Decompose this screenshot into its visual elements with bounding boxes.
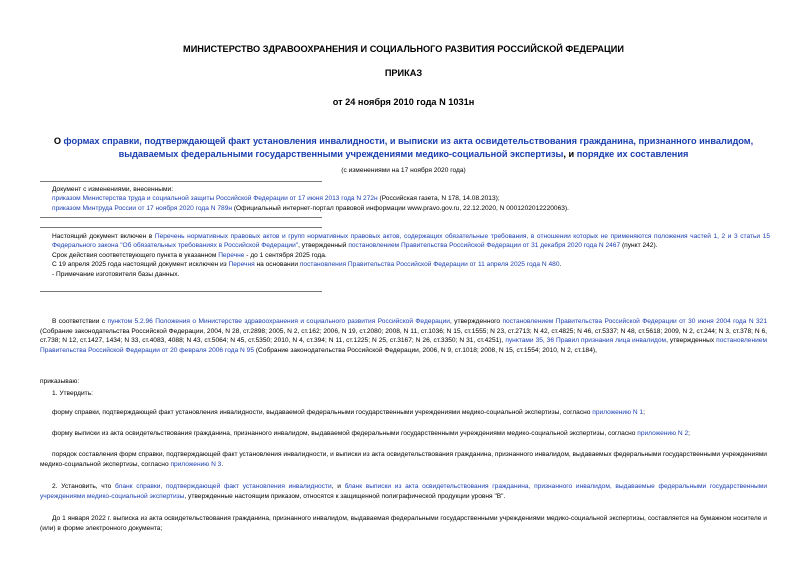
changes-block: [52, 185, 772, 213]
body-text: (Собрание законодательства Российской Федерации, 2006, N 9, ст.1018; 2008, N 15, ст.1554; 2010, N 2, ст.184),: [254, 346, 597, 354]
divider: [40, 217, 322, 218]
title-link-procedure[interactable]: порядке их составления: [576, 149, 689, 159]
resolution-95-link[interactable]: постановлением Правительства Российской Федерации от 20 февраля 2006 года N 95: [40, 337, 767, 354]
body-text: .: [221, 460, 224, 468]
divider: [40, 181, 322, 182]
body-text: , и: [331, 483, 345, 490]
notice-exclusion: [52, 260, 770, 269]
notice-producer-note: - Примечание изготовителя базы данных.: [52, 270, 180, 278]
appendix-3-link[interactable]: приложению N 3: [170, 460, 222, 468]
date-number-heading: от 24 ноября 2010 года N 1031н: [332, 97, 475, 107]
divider: [40, 227, 322, 228]
notice-text: , утвержденный: [298, 242, 349, 250]
body-text: , утвержденного: [449, 318, 503, 325]
title-text: , и: [563, 149, 577, 159]
regulation-link[interactable]: пунктом 5.2.96 Положения о Министерстве здравоохранения и социального развития Российской Федерации: [107, 318, 450, 325]
notice-text: (пункт 242).: [620, 242, 658, 250]
change-source: (Официальный интернет-портал правовой информации www.pravo.gov.ru, 22.12.2020, N 0001202012220063).: [232, 204, 569, 212]
resolution-2467-link[interactable]: постановлением Правительства Российской Федерации от 31 декабря 2020 года N 2467: [348, 242, 621, 250]
paragraph-preamble: [40, 317, 767, 355]
list-link-excluded[interactable]: Перечня: [228, 261, 255, 269]
list-link-short[interactable]: Перечне: [218, 251, 245, 259]
body-text: (Собрание законодательства Российской Федерации, 2004, N 28, ст.2898; 2005, N 2, ст.162; 2006, N 19, ст.2080; 2008, N 11, ст.1036; N 15, ст.1555; N 23, ст.2713; N 42, ст.4825; N 46, ст.5337; N 48, ст.5618; 2009, N 2, ст.244; N 3, ст.378; N 6, ст.738; N 12, ст.1427, 1434; N 33, ст.4083, 4088; N 43, ст.5064; N 45, ст.5350; 2010, N 4, ст.394; N 11, ст.1225; N 25, ст.3167; N 26, ст.3350; N 31, ст.4251),: [40, 327, 767, 345]
changes-intro: Документ с изменениями, внесенными:: [52, 186, 174, 193]
doc-type-heading: ПРИКАЗ: [384, 68, 423, 78]
list-link[interactable]: Перечень нормативных правовых актов и групп нормативных правовых актов, содержащих обязательные требования, в отношении которых не применяются положения частей 1, 2 и 3 статьи 15 Федерального закона "Об обязательных требованиях в Российской Федерации": [52, 233, 770, 250]
list-item-form-extract: [52, 429, 767, 439]
rules-link[interactable]: пунктами 35, 36 Правил признания лица инвалидом: [505, 337, 667, 345]
body-text: форму выписки из акта освидетельствования гражданина, признанного инвалидом, выдаваемой федеральными государственными учреждениями медико-социальной экспертизы, согласно: [52, 430, 638, 437]
body-text: ;: [643, 409, 646, 416]
order-word: приказываю:: [40, 378, 80, 385]
resolution-480-link[interactable]: постановления Правительства Российской Федерации от 11 апреля 2025 года N 480: [299, 261, 560, 269]
certificate-blank-link[interactable]: бланк справки, подтверждающей факт установления инвалидности: [115, 483, 332, 490]
change-link-272n[interactable]: приказом Министерства труда и социальной защиты Российской Федерации от 17 июня 2013 года N 272н: [52, 195, 378, 203]
notice-text: Настоящий документ включен в: [52, 233, 155, 240]
change-source: (Российская газета, N 178, 14.08.2013);: [377, 195, 500, 203]
approve-item: 1. Утвердить:: [52, 390, 93, 397]
paragraph-2: [40, 482, 767, 501]
list-item-form-certificate: [52, 408, 767, 418]
title-link-forms[interactable]: формах справки, подтверждающей факт установления инвалидности, и выписки из акта освидетельствования гражданина, признанного инвалидом, выдаваемых федеральными государственными учреждениями медико-социальной экспертизы: [63, 136, 754, 159]
title-text: О: [53, 136, 64, 146]
notice-block: [52, 232, 770, 279]
body-text: порядок составления форм справки, подтверждающей факт установления инвалидности, и выписки из акта освидетельствования гражданина, признанного инвалидом, выдаваемых федеральными государственными учреждениями медико-социальной экспертизы, согласно: [40, 451, 767, 468]
resolution-321-link[interactable]: постановлением Правительства Российской Федерации от 30 июня 2004 года N 321: [502, 318, 767, 325]
notice-text: Срок действия соответствующего пункта в указанном: [52, 251, 219, 259]
change-link-789n[interactable]: приказом Минтруда России от 17 ноября 2020 года N 789н: [52, 204, 233, 212]
body-text: 2. Установить, что: [52, 483, 116, 490]
paragraph-3: До 1 января 2022 г. выписка из акта освидетельствования гражданина, признанного инвалидом, выдаваемая федеральными государственными учреждениями медико-социальной экспертизы, составляется на бумажном носителе и (или) в форме электронного документа;: [40, 515, 767, 532]
document-title: [40, 135, 767, 161]
body-text: , утвержденных: [666, 337, 717, 345]
extract-blank-link[interactable]: бланк выписки из акта освидетельствования гражданина, признанного инвалидом, выдаваемые федеральными государственными учреждениями медико-социальной экспертизы: [40, 483, 768, 500]
appendix-1-link[interactable]: приложению N 1: [592, 409, 644, 416]
changes-item: [52, 194, 772, 203]
list-item-procedure: [40, 450, 767, 469]
body-text: , утвержденные настоящим приказом, относятся к защищенной полиграфической продукции уровня "В".: [184, 492, 506, 500]
body-text: ;: [688, 430, 690, 437]
changes-item: [52, 204, 772, 213]
notice-text: С 19 апреля 2025 года настоящий документ исключен из: [52, 261, 229, 269]
notice-text: .: [559, 261, 562, 269]
notice-term: [52, 251, 770, 260]
notice-inclusion: [52, 232, 770, 251]
ministry-heading: МИНИСТЕРСТВО ЗДРАВООХРАНЕНИЯ И СОЦИАЛЬНОГО РАЗВИТИЯ РОССИЙСКОЙ ФЕДЕРАЦИИ: [183, 44, 624, 54]
revision-note: (с изменениями на 17 ноября 2020 года): [341, 167, 466, 174]
body-text: форму справки, подтверждающей факт установления инвалидности, выдаваемой федеральными государственными учреждениями медико-социальной экспертизы, согласно: [52, 409, 593, 416]
notice-text: - до 1 сентября 2025 года.: [244, 251, 327, 259]
notice-text: на основании: [254, 261, 300, 269]
body-text: В соответствии с: [52, 318, 108, 325]
divider: [40, 291, 322, 292]
appendix-2-link[interactable]: приложению N 2: [637, 430, 689, 437]
